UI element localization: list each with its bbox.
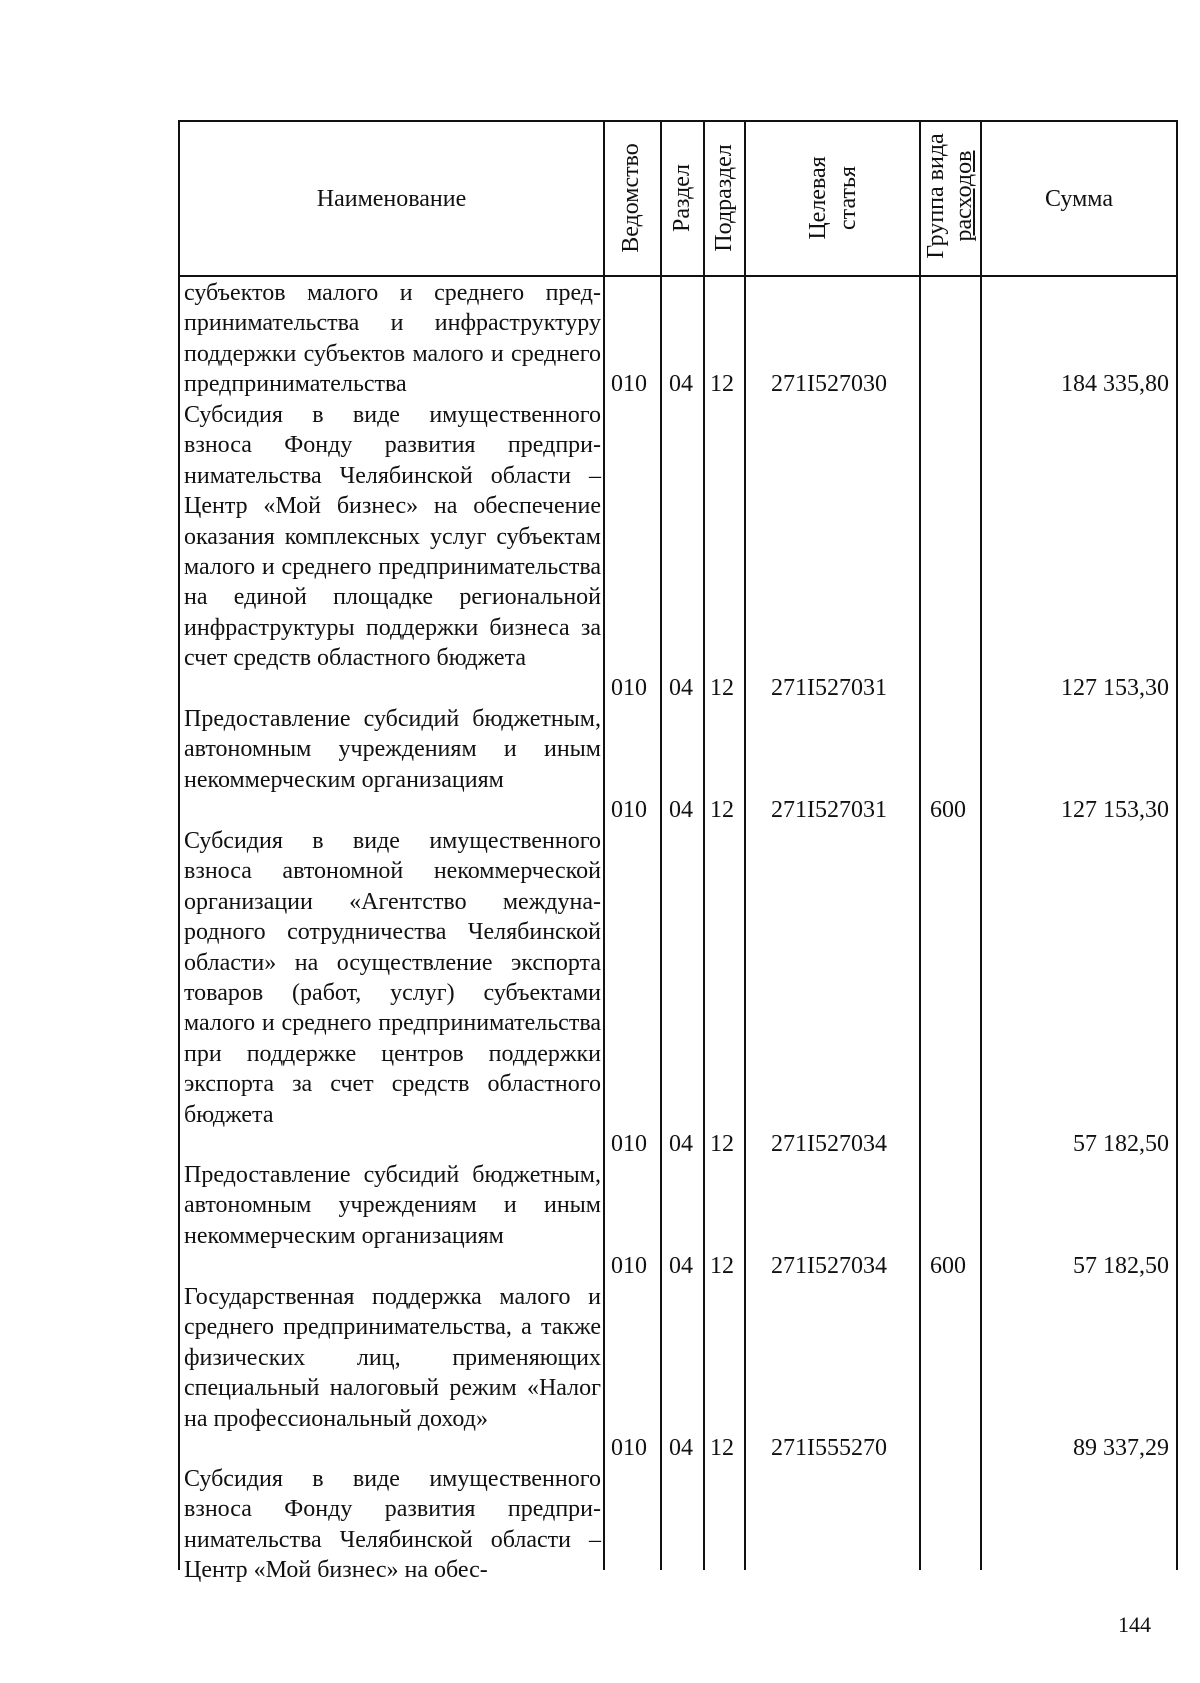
col-border-article [919,120,921,1570]
row-subsection: 12 [710,675,734,701]
page-number: 144 [1118,1612,1151,1637]
row-section: 04 [669,797,693,823]
row-name: Предоставление субсидий бюджетным, автономным учреждениям и иным некоммерческим организациям [184,1162,601,1249]
row-target-article: 271I527031 [771,675,887,701]
row-name: Предоставление субсидий бюджетным, автономным учреждениям и иным некоммерческим организациям [184,706,601,793]
row-sum: 127 153,30 [1061,675,1169,701]
header-expense-group-1: Группа вида [923,133,949,259]
row-section: 04 [669,1253,693,1279]
row-section: 04 [669,675,693,701]
row-subsection: 12 [710,1253,734,1279]
row-section: 04 [669,1435,693,1461]
row-target-article: 271I527034 [771,1253,887,1279]
col-border-subsection [744,120,746,1570]
header-expense-group-2: расходов [951,150,977,242]
header-sum: Сумма [1045,185,1113,212]
header-name: Наименование [316,185,467,212]
row-name: Субсидия в виде имущественного взноса Фонду развития предпринимательства Челябинской области – Центр «Мой бизнес» на обес- [184,1466,601,1584]
row-expense-group: 600 [930,797,966,823]
col-border-group [980,120,982,1570]
col-border-section [703,120,705,1570]
row-name: Субсидия в виде имущественного взноса автономной некоммерческой организации «Агентство международного сотрудничества Челябинской области» на осуществление экспорта товаров (работ, услуг) субъектами малого и среднего предпринимательства при поддержке центров поддержки экспорта за счет средств областного бюджета [184,828,601,1128]
header-bottom-border [178,275,1178,277]
row-department: 010 [611,371,647,397]
row-sum: 57 182,50 [1073,1253,1169,1279]
row-subsection: 12 [710,371,734,397]
header-section: Раздел [669,164,695,232]
row-section: 04 [669,1131,693,1157]
row-target-article: 271I527031 [771,797,887,823]
row-department: 010 [611,1131,647,1157]
row-sum: 184 335,80 [1061,371,1169,397]
row-target-article: 271I527030 [771,371,887,397]
header-target-article-1: Целевая [805,156,831,240]
col-border-name [603,120,605,1570]
row-section: 04 [669,371,693,397]
row-target-article: 271I555270 [771,1435,887,1461]
col-border-left [178,120,180,1570]
row-sum: 57 182,50 [1073,1131,1169,1157]
row-subsection: 12 [710,1435,734,1461]
row-name: субъектов малого и среднего предпринимательства и инфраструктуру поддержки субъектов малого и среднего предпринимательства [184,280,601,398]
col-border-dept [660,120,662,1570]
row-department: 010 [611,1253,647,1279]
row-name: Государственная поддержка малого и среднего предпринимательства, а также физических лиц, применяющих специальный налоговый режим «Налог на профессиональный доход» [184,1284,601,1432]
row-subsection: 12 [710,1131,734,1157]
row-expense-group: 600 [930,1253,966,1279]
row-department: 010 [611,797,647,823]
row-department: 010 [611,675,647,701]
row-name: Субсидия в виде имущественного взноса Фонду развития предпринимательства Челябинской области – Центр «Мой бизнес» на обеспечение оказания комплексных услуг субъектам малого и среднего предпринимательства на единой площадке региональной инфраструктуры поддержки бизнеса за счет средств областного бюджета [184,402,601,672]
row-sum: 89 337,29 [1073,1435,1169,1461]
header-department: Ведомство [618,143,644,253]
col-border-right [1176,120,1178,1570]
row-subsection: 12 [710,797,734,823]
row-department: 010 [611,1435,647,1461]
header-subsection: Подраздел [711,144,737,252]
row-target-article: 271I527034 [771,1131,887,1157]
header-target-article-2: статья [835,166,861,230]
row-sum: 127 153,30 [1061,797,1169,823]
